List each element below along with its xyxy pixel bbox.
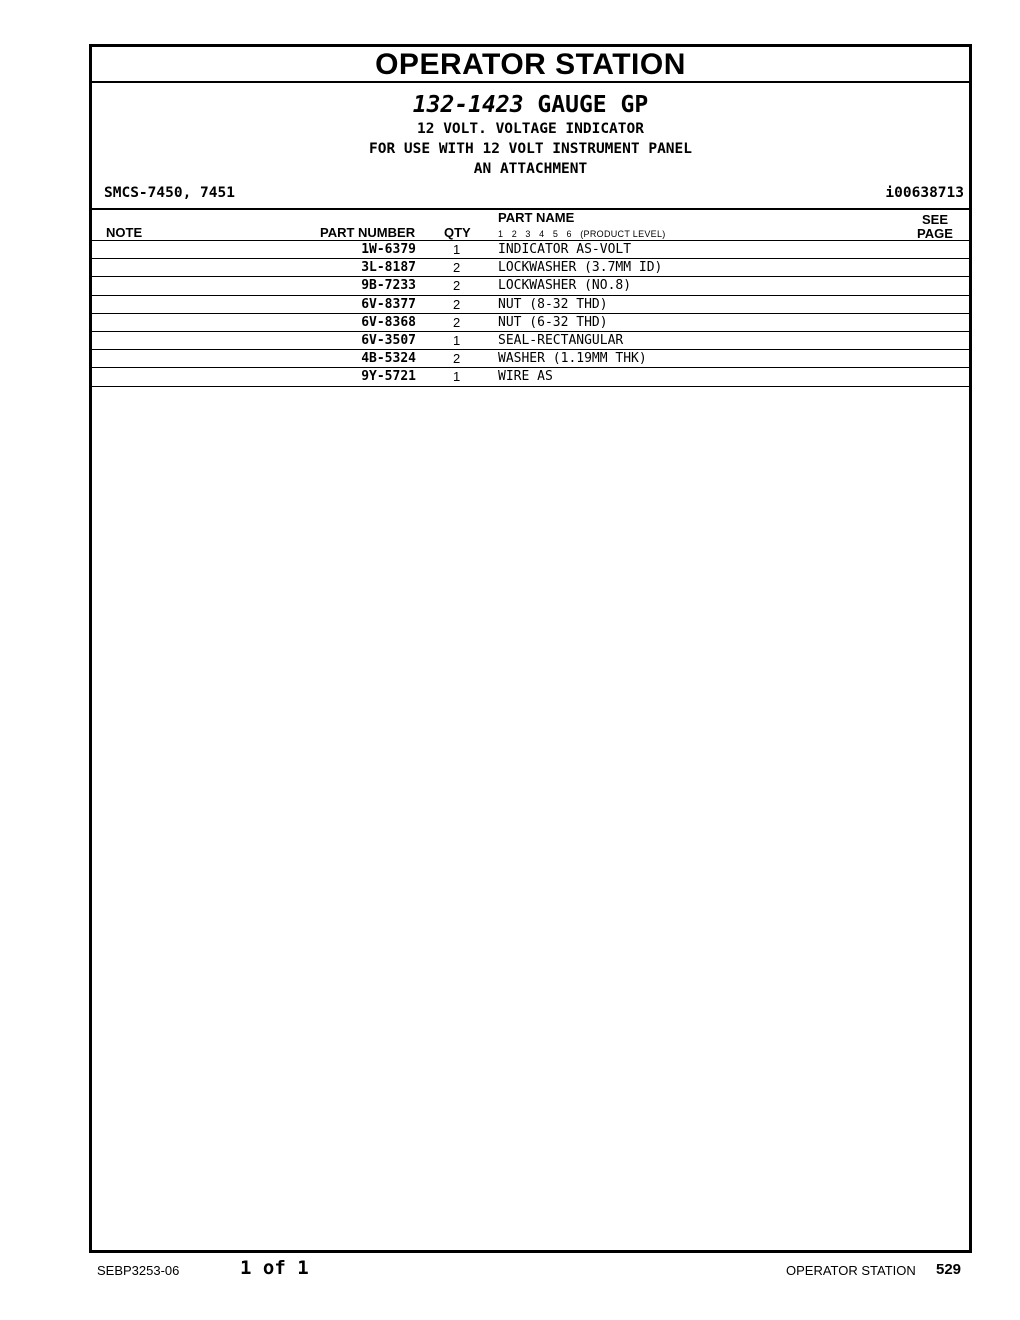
col-header-qty: QTY — [444, 225, 471, 240]
table-row — [92, 350, 969, 368]
row-qty: 1 — [453, 242, 461, 257]
row-part-number: 6V-8377 — [361, 296, 416, 312]
col-header-part-number: PART NUMBER — [320, 225, 416, 240]
row-part-name: NUT (8-32 THD) — [498, 296, 608, 312]
footer-section: OPERATOR STATION — [786, 1263, 916, 1278]
parts-table-body — [92, 240, 969, 387]
col-header-part-name: PART NAME — [498, 210, 575, 225]
table-row — [92, 368, 969, 386]
row-qty: 2 — [453, 351, 461, 367]
row-part-number: 1W-6379 — [361, 242, 416, 257]
row-part-number: 6V-8368 — [361, 314, 416, 330]
footer-page-number: 529 — [936, 1261, 962, 1278]
col-header-see: SEE — [922, 212, 949, 227]
group-part-number: 132-1423 — [412, 92, 524, 118]
row-qty: 1 — [453, 369, 461, 385]
col-header-note: NOTE — [106, 225, 143, 240]
row-qty: 2 — [453, 314, 461, 330]
row-part-name: WIRE AS — [498, 369, 553, 385]
row-qty: 2 — [453, 278, 461, 294]
group-description-line: FOR USE WITH 12 VOLT INSTRUMENT PANEL — [368, 141, 692, 157]
group-description-line: AN ATTACHMENT — [473, 161, 588, 177]
row-part-number: 3L-8187 — [361, 260, 416, 276]
section-title: OPERATOR STATION — [92, 47, 969, 83]
row-part-name: NUT (6-32 THD) — [498, 314, 608, 330]
footer-doc-id: SEBP3253-06 — [97, 1263, 180, 1278]
row-part-name: INDICATOR AS-VOLT — [498, 242, 632, 257]
row-part-number: 9Y-5721 — [361, 369, 416, 385]
table-row — [92, 277, 969, 295]
group-description-line: 12 VOLT. VOLTAGE INDICATOR — [417, 121, 644, 137]
col-header-page: PAGE — [917, 226, 953, 241]
col-header-product-levels: 1 2 3 4 5 6 (PRODUCT LEVEL) — [498, 229, 666, 239]
row-part-number: 4B-5324 — [361, 351, 416, 367]
smcs-row — [92, 185, 969, 205]
table-row — [92, 241, 969, 259]
table-row — [92, 259, 969, 277]
table-row — [92, 314, 969, 332]
page-footer — [0, 1255, 1020, 1285]
row-part-name: WASHER (1.19MM THK) — [498, 351, 647, 367]
row-qty: 2 — [453, 296, 461, 312]
row-part-name: SEAL-RECTANGULAR — [498, 332, 624, 348]
table-row — [92, 296, 969, 314]
table-header — [92, 210, 969, 240]
row-qty: 2 — [453, 260, 461, 276]
smcs-codes: SMCS-7450, 7451 — [104, 185, 235, 201]
group-title — [92, 91, 969, 119]
group-header — [92, 91, 969, 179]
row-part-number: 9B-7233 — [361, 278, 416, 294]
row-part-name: LOCKWASHER (NO.8) — [498, 278, 632, 294]
table-row — [92, 332, 969, 350]
illustration-id: i00638713 — [885, 185, 964, 201]
footer-page-of: 1 of 1 — [240, 1257, 309, 1279]
group-name: GAUGE GP — [537, 92, 649, 118]
row-qty: 1 — [453, 332, 461, 348]
row-part-name: LOCKWASHER (3.7MM ID) — [498, 260, 663, 276]
row-part-number: 6V-3507 — [361, 332, 416, 348]
parts-sheet — [89, 44, 972, 1253]
